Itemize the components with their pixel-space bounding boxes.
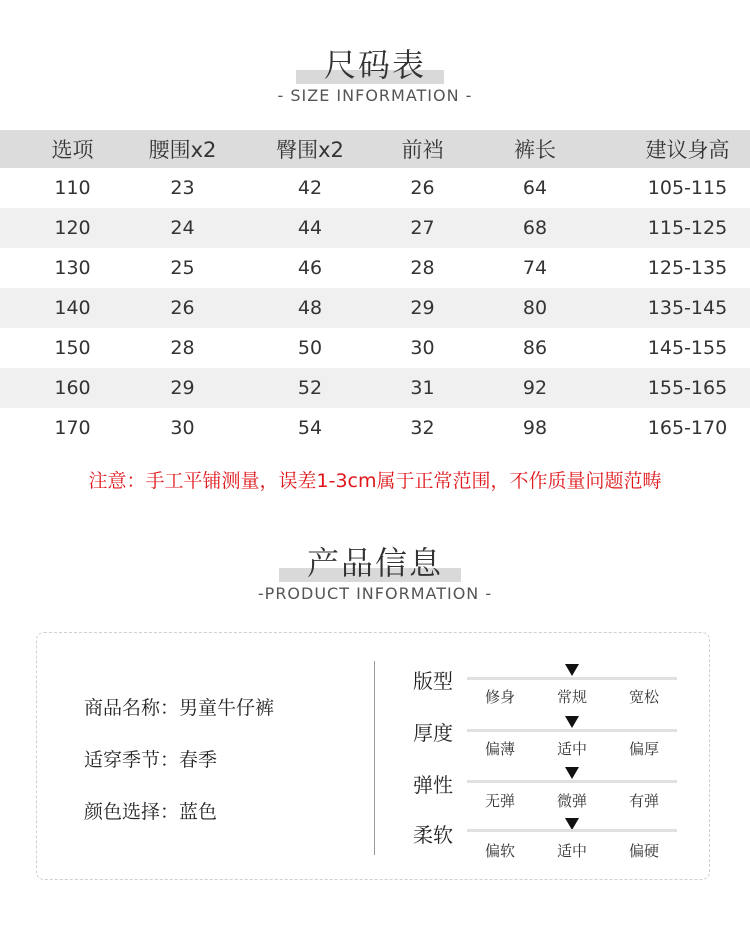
size-subtitle: - SIZE INFORMATION - <box>277 86 473 105</box>
header-cell: 前裆 <box>401 138 444 162</box>
table-cell: 54 <box>297 417 323 439</box>
table-cell: 26 <box>170 297 195 319</box>
attr-elasticity-indicator-icon <box>565 767 579 779</box>
attr-thickness-option: 适中 <box>556 740 587 758</box>
table-cell: 32 <box>410 417 435 439</box>
table-cell: 105-115 <box>647 177 728 199</box>
attr-fit-option: 常规 <box>556 688 587 706</box>
table-cell: 98 <box>522 417 548 439</box>
attr-thickness-option: 偏厚 <box>628 740 659 758</box>
table-cell: 68 <box>522 217 548 239</box>
table-row <box>0 328 750 368</box>
table-cell: 23 <box>170 177 195 199</box>
header-cell: 臀围x2 <box>276 138 344 162</box>
measurement-notice: 注意：手工平铺测量，误差1-3cm属于正常范围，不作质量问题范畴 <box>88 470 662 492</box>
attr-thickness-indicator-icon <box>565 716 579 728</box>
table-cell: 50 <box>297 337 323 359</box>
table-cell: 160 <box>54 377 91 399</box>
header-cell: 选项 <box>51 138 94 162</box>
table-cell: 29 <box>410 297 435 319</box>
attr-fit-option: 修身 <box>484 688 515 706</box>
table-cell: 165-170 <box>647 417 728 439</box>
size-table-header <box>0 130 750 168</box>
table-row <box>0 248 750 288</box>
table-cell: 42 <box>297 177 323 199</box>
table-cell: 26 <box>410 177 435 199</box>
table-cell: 74 <box>522 257 548 279</box>
attr-fit-scale <box>467 677 677 680</box>
table-row <box>0 288 750 328</box>
table-cell: 24 <box>170 217 195 239</box>
attr-elasticity-option: 微弹 <box>556 792 587 810</box>
product-color: 颜色选择：蓝色 <box>84 801 218 823</box>
size-title-text: 尺码表 <box>323 46 426 84</box>
table-cell: 150 <box>54 337 91 359</box>
table-cell: 25 <box>170 257 195 279</box>
attr-softness-option: 适中 <box>556 842 587 860</box>
table-cell: 155-165 <box>647 377 728 399</box>
table-cell: 29 <box>170 377 195 399</box>
table-cell: 28 <box>410 257 435 279</box>
table-cell: 140 <box>54 297 91 319</box>
table-cell: 44 <box>297 217 323 239</box>
table-cell: 120 <box>54 217 91 239</box>
info-divider <box>374 661 375 855</box>
table-cell: 145-155 <box>647 337 728 359</box>
table-cell: 64 <box>522 177 548 199</box>
attr-softness-option: 偏硬 <box>628 842 659 860</box>
header-cell: 腰围x2 <box>148 138 217 162</box>
product-season: 适穿季节：春季 <box>84 749 218 771</box>
table-cell: 52 <box>297 377 323 399</box>
product-info-box <box>36 632 710 880</box>
table-cell: 80 <box>522 297 548 319</box>
attr-thickness-label: 厚度 <box>413 721 453 745</box>
product-name: 商品名称：男童牛仔裤 <box>84 697 275 719</box>
product-section-title <box>0 538 750 584</box>
table-cell: 170 <box>54 417 91 439</box>
table-cell: 135-145 <box>647 297 728 319</box>
attr-fit-option: 宽松 <box>628 688 659 706</box>
table-row <box>0 368 750 408</box>
table-cell: 48 <box>297 297 323 319</box>
attr-elasticity-option: 有弹 <box>628 792 659 810</box>
table-cell: 125-135 <box>647 257 728 279</box>
table-cell: 30 <box>410 337 435 359</box>
attr-elasticity-label: 弹性 <box>413 773 453 797</box>
header-cell: 建议身高 <box>645 138 730 162</box>
product-subtitle: -PRODUCT INFORMATION - <box>257 584 493 603</box>
attr-softness-scale <box>467 829 677 832</box>
table-cell: 130 <box>54 257 91 279</box>
table-cell: 110 <box>54 177 91 199</box>
table-cell: 115-125 <box>647 217 728 239</box>
table-cell: 27 <box>410 217 435 239</box>
attr-thickness-option: 偏薄 <box>484 740 515 758</box>
header-cell: 裤长 <box>514 138 556 162</box>
attr-softness-option: 偏软 <box>484 842 515 860</box>
size-section-title <box>0 40 750 86</box>
table-cell: 46 <box>297 257 323 279</box>
product-title-text: 产品信息 <box>306 544 443 582</box>
table-row <box>0 208 750 248</box>
attr-thickness-scale <box>467 729 677 732</box>
table-cell: 31 <box>410 377 435 399</box>
table-cell: 92 <box>522 377 548 399</box>
attr-softness-label: 柔软 <box>413 823 453 847</box>
size-table <box>0 130 750 448</box>
attr-elasticity-scale <box>467 780 677 783</box>
table-cell: 30 <box>170 417 195 439</box>
table-cell: 28 <box>170 337 195 359</box>
table-cell: 86 <box>522 337 548 359</box>
attr-fit-label: 版型 <box>413 669 453 693</box>
attr-fit-indicator-icon <box>565 664 579 676</box>
table-row <box>0 408 750 448</box>
attr-elasticity-option: 无弹 <box>484 792 515 810</box>
table-row <box>0 168 750 208</box>
